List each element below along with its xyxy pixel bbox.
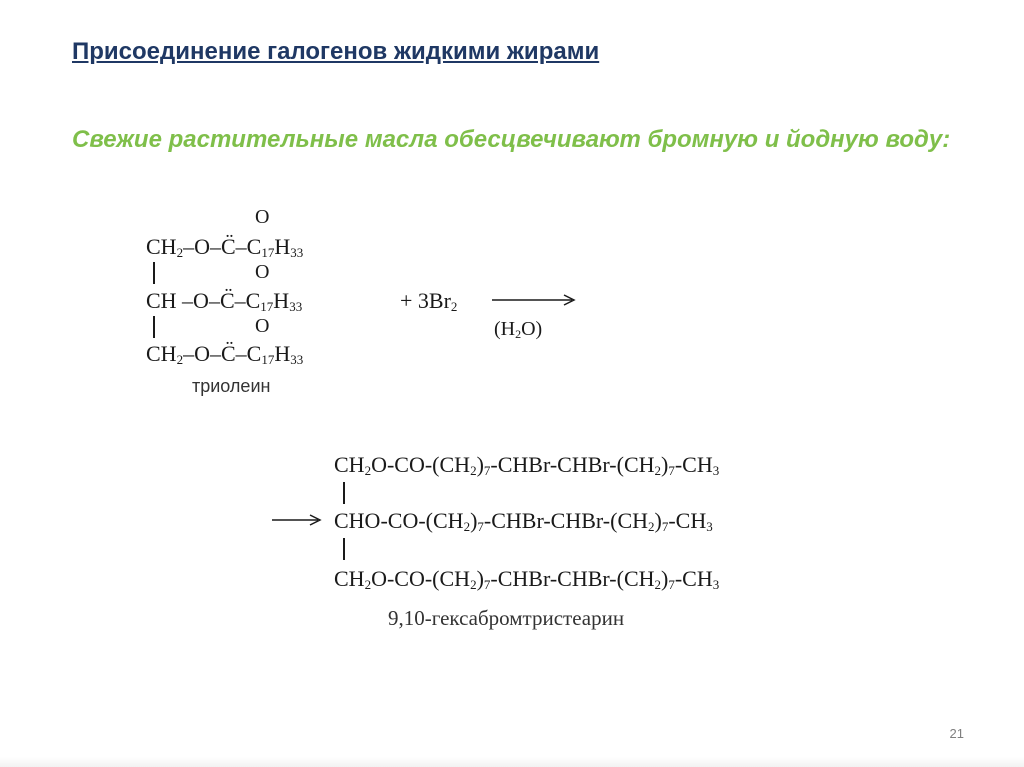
product-bond-line-2 xyxy=(343,538,345,560)
product-row-1: $CH_2O-CO-(CH_2)_7-CHBr-CHBr-(CH_2)_7-CH_3$ xyxy=(334,452,720,478)
triolein-row-3: $CH_2-O-C̈-C_{17}H_{33}$ xyxy=(146,341,304,367)
triolein-row-1: $CH_2-O-C̈-C_{17}H_{33}$ xyxy=(146,234,304,260)
slide-subtitle: Свежие растительные масла обесцвечивают бромную и йодную воду: xyxy=(72,126,951,153)
carbonyl-o-3: O xyxy=(255,315,270,337)
slide-title: Присоединение галогенов жидкими жирами xyxy=(72,38,600,65)
product-row-3: $CH_2O-CO-(CH_2)_7-CHBr-CHBr-(CH_2)_7-CH_3$ xyxy=(334,566,720,592)
page-number: 21 xyxy=(949,726,964,741)
triolein-row-2: CH $-O-C̈-C_{17}H_{33}$ xyxy=(146,288,303,314)
product-row-2: CHO-$CO-(CH_2)_7-CHBr-CHBr-(CH_2)_7-CH_3$ xyxy=(334,508,713,534)
carbonyl-o-2: O xyxy=(255,261,270,283)
carbonyl-o-1: O xyxy=(255,206,270,228)
reaction-condition: $(H_2O)$ xyxy=(494,318,543,341)
reaction-arrow-2 xyxy=(270,512,326,528)
product-name: 9,10-гексабромтристеарин xyxy=(388,606,625,630)
reactant-name: триолеин xyxy=(192,376,271,396)
product-bond-line-1 xyxy=(343,482,345,504)
reaction-arrow-1 xyxy=(490,292,580,308)
bond-line-2 xyxy=(153,316,155,338)
bond-line-1 xyxy=(153,262,155,284)
reagent-bromine: + $3Br_2$ xyxy=(400,288,458,314)
